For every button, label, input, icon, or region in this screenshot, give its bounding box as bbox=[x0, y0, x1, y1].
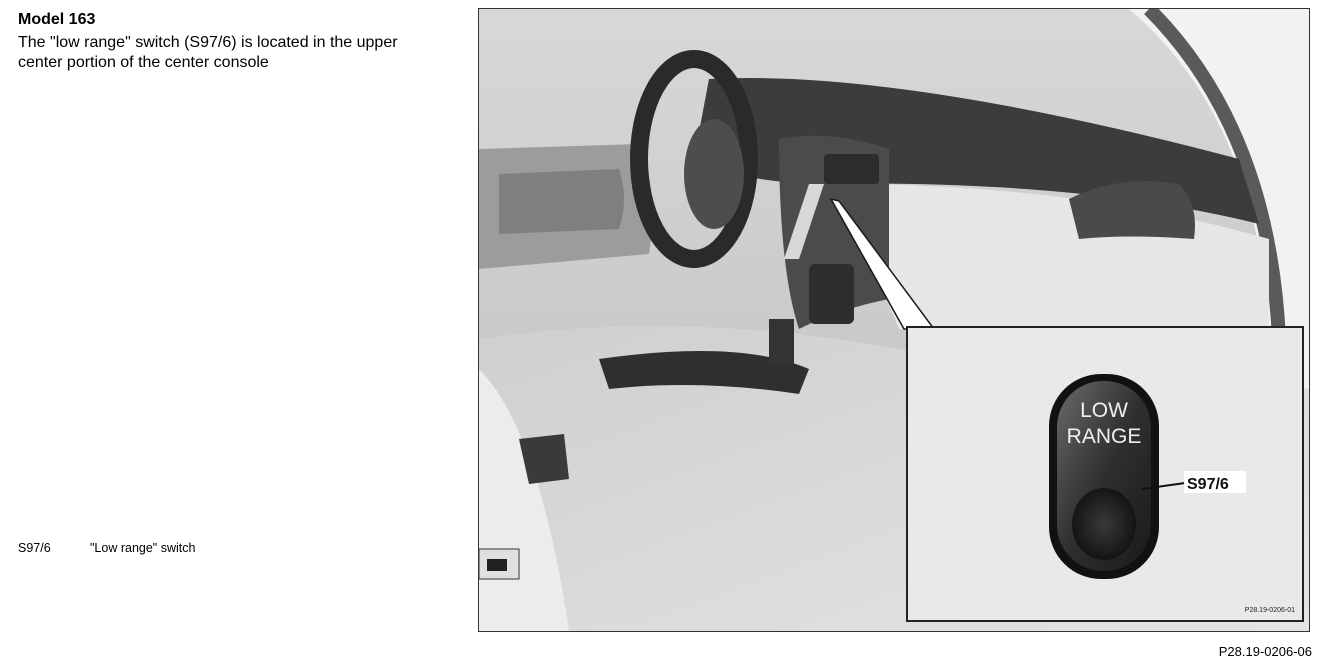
vehicle-interior-photo bbox=[478, 8, 1310, 632]
legend-label: "Low range" switch bbox=[90, 541, 196, 555]
interior-illustration bbox=[479, 9, 1309, 631]
legend-row bbox=[18, 540, 195, 556]
switch-label-line1: LOW bbox=[1080, 399, 1128, 422]
legend-code: S97/6 bbox=[18, 541, 51, 555]
figure-reference: P28.19-0206-06 bbox=[1218, 644, 1312, 659]
inset-zoom bbox=[907, 327, 1303, 621]
switch-label-line2: RANGE bbox=[1066, 425, 1142, 448]
callout-label: S97/6 bbox=[1187, 476, 1229, 493]
inset-code: P28.19-0206-01 bbox=[1244, 607, 1295, 614]
page-title: Model 163 bbox=[18, 11, 96, 28]
description-text: The "low range" switch (S97/6) is located in the upper center portion of the center console bbox=[18, 34, 398, 71]
